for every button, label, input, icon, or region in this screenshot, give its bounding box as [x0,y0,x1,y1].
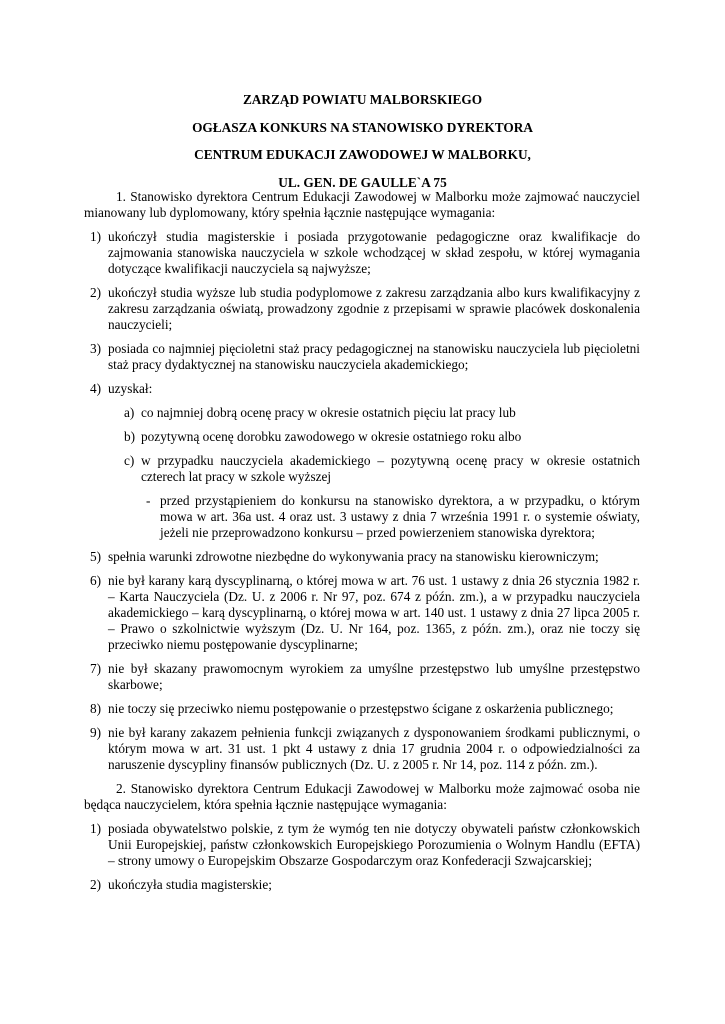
list-item: 2) ukończyła studia magisterskie; [90,877,272,892]
list-item: 1) ukończył studia magisterskie i posiada przygotowanie pedagogiczne oraz kwalifikacje do zajmowania stanowiska nauczyciela w szkole wchodzącej w skład zespołu, w której wymagania dotyczące kwalifikacji nauczyciela są najwyższe; [90,229,640,276]
list-item: 4) uzyskał: [90,381,153,396]
list-item: 5) spełnia warunki zdrowotne niezbędne do wykonywania pracy na stanowisku kierowniczym; [90,549,599,564]
sub-list-item: b) pozytywną ocenę dorobku zawodowego w okresie ostatniego roku albo [124,429,522,444]
list-item: 7) nie był skazany prawomocnym wyrokiem za umyślne przestępstwo lub umyślne przestępstwo skarbowe; [90,661,640,692]
sub-list-item: a) co najmniej dobrą ocenę pracy w okresie ostatnich pięciu lat pracy lub [124,405,516,420]
list-item: 1) posiada obywatelstwo polskie, z tym że wymóg ten nie dotyczy obywateli państw członkowskich Unii Europejskiej, państw członkowskich Europejskiego Porozumienia o Wolnym Handlu (EFTA) – strony umowy o Europejskim Obszarze Gospodarczym oraz Konfederacji Szwajcarskiej; [90,821,640,868]
announcement-header [0,92,725,202]
list-item: 6) nie był karany karą dyscyplinarną, o której mowa w art. 76 ust. 1 ustawy z dnia 26 stycznia 1982 r. – Karta Nauczyciela (Dz. U. z 2006 r. Nr 97, poz. 674 z późn. zm.), a w przypadku nauczyciela akademickiego – karą dyscyplinarną, o której mowa w art. 140 ust. 1 ustawy z dnia 27 lipca 2005 r. – Prawo o szkolnictwie wyższym (Dz. U. Nr 164, poz. 1365, z późn. zm.), oraz nie toczy się przeciwko niemu postępowanie dyscyplinarne; [90,573,640,652]
dash-list-item: - przed przystąpieniem do konkursu na stanowisko dyrektora, a w przypadku, o którym mowa w art. 36a ust. 4 oraz ust. 3 ustawy z dnia 7 września 1991 r. o systemie oświaty, jeżeli nie przeprowadzono konkursu – przed powierzeniem stanowiska dyrektora; [146,493,640,540]
header-line-3: CENTRUM EDUKACJI ZAWODOWEJ W MALBORKU, [194,147,531,162]
list-item: 2) ukończył studia wyższe lub studia podyplomowe z zakresu zarządzania albo kurs kwalifikacyjny z zakresu zarządzania oświatą, prowadzony zgodnie z przepisami w sprawie placówek doskonalenia nauczycieli; [90,285,640,332]
header-line-4: UL. GEN. DE GAULLE`A 75 [278,174,447,190]
header-line-1: ZARZĄD POWIATU MALBORSKIEGO [242,92,483,107]
list-item: 8) nie toczy się przeciwko niemu postępowanie o przestępstwo ścigane z oskarżenia publicznego; [90,701,614,716]
header-line-2: OGŁASZA KONKURS NA STANOWISKO DYREKTORA [192,119,533,135]
section-2-intro: 2. Stanowisko dyrektora Centrum Edukacji Zawodowej w Malborku może zajmować osoba nie będąca nauczycielem, która spełnia łącznie następujące wymagania: [84,781,640,812]
sub-list-item: c) w przypadku nauczyciela akademickiego – pozytywną ocenę pracy w okresie ostatnich czterech lat pracy w szkole wyższej [124,453,640,484]
section-1-intro: 1. Stanowisko dyrektora Centrum Edukacji Zawodowej w Malborku może zajmować nauczyciel mianowany lub dyplomowany, który spełnia łącznie następujące wymagania: [84,189,640,220]
document-body [84,189,640,901]
list-item: 9) nie był karany zakazem pełnienia funkcji związanych z dysponowaniem środkami publicznymi, o którym mowa w art. 31 ust. 1 pkt 4 ustawy z dnia 17 grudnia 2004 r. o odpowiedzialności za naruszenie dyscypliny finansów publicznych (Dz. U. z 2005 r. Nr 14, poz. 114 z późn. zm.). [90,725,640,772]
list-item: 3) posiada co najmniej pięcioletni staż pracy pedagogicznej na stanowisku nauczyciela lub pięcioletni staż pracy dydaktycznej na stanowisku nauczyciela akademickiego; [90,341,640,372]
